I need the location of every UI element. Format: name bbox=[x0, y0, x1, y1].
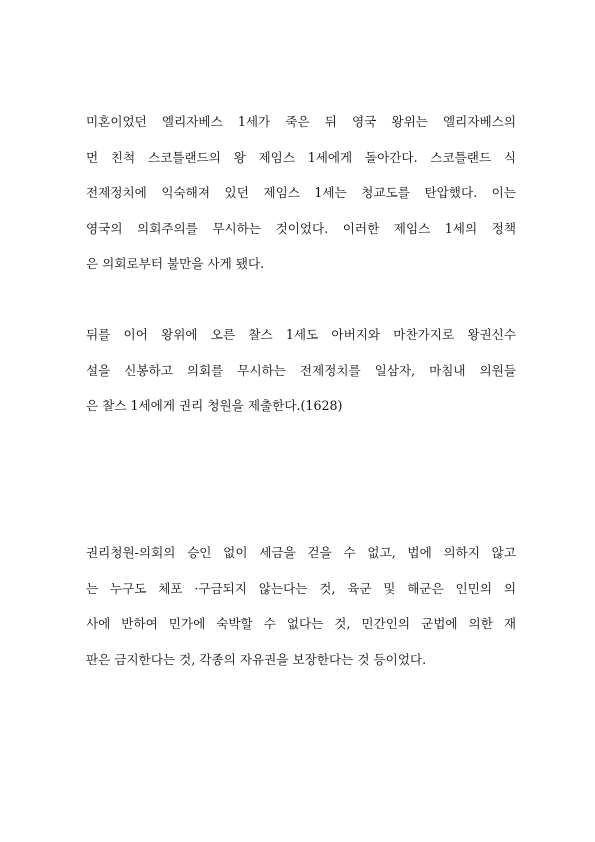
paragraph-1-line-4: 영국의 의회주의를 무시하는 것이었다. 이러한 제임스 1세의 정책 bbox=[86, 221, 516, 236]
paragraph-1-line-5: 은 의회로부터 불만을 사게 됐다. bbox=[86, 256, 265, 271]
paragraph-2-line-2: 설을 신봉하고 의회를 무시하는 전제정치를 일삼자, 마침내 의원들 bbox=[86, 363, 516, 378]
paragraph-3-line-1: 권리청원-의회의 승인 없이 세금을 걷을 수 없고, 법에 의하지 않고 bbox=[86, 545, 516, 560]
paragraph-1-line-2: 먼 친척 스코틀랜드의 왕 제임스 1세에게 돌아간다. 스코틀랜드 식 bbox=[86, 150, 516, 165]
paragraph-3-line-2: 는 누구도 체포 ·구금되지 않는다는 것, 육군 및 해군은 인민의 의 bbox=[86, 581, 516, 596]
paragraph-3-line-3: 사에 반하여 민가에 숙박할 수 없다는 것, 민간인의 군법에 의한 재 bbox=[86, 616, 516, 631]
paragraph-2-line-3: 은 찰스 1세에게 권리 청원을 제출한다.(1628) bbox=[86, 398, 343, 413]
paragraph-2-line-1: 뒤를 이어 왕위에 오른 찰스 1세도 아버지와 마찬가지로 왕권신수 bbox=[86, 327, 516, 342]
paragraph-1-line-3: 전제정치에 익숙해져 있던 제임스 1세는 청교도를 탄압했다. 이는 bbox=[86, 185, 516, 200]
paragraph-3-line-4: 판은 금지한다는 것, 각종의 자유권을 보장한다는 것 등이었다. bbox=[86, 652, 427, 667]
paragraph-1-line-1: 미혼이었던 엘리자베스 1세가 죽은 뒤 영국 왕위는 엘리자베스의 bbox=[86, 114, 516, 129]
